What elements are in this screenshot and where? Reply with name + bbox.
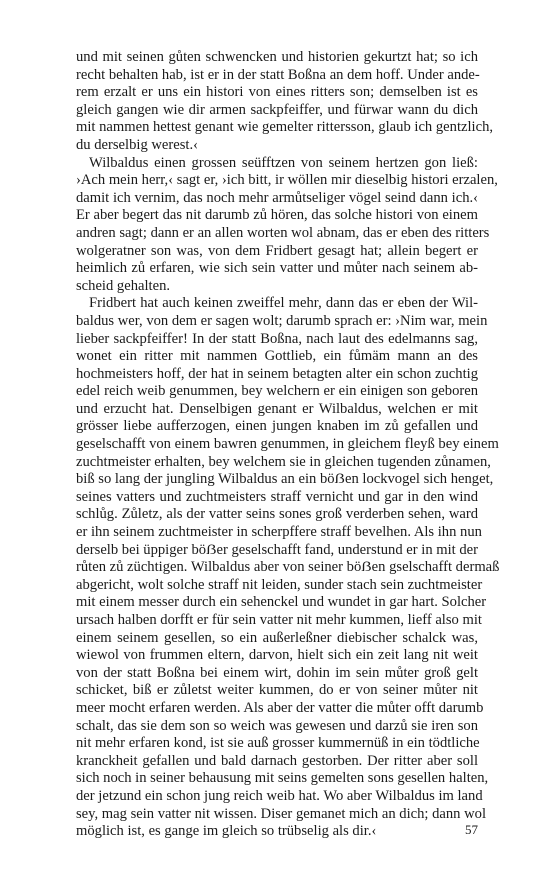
text-line: Er aber begert das nit darumb zů hören, das solche histori von einem bbox=[76, 207, 478, 224]
text-line: grösser liebe aufferzogen, einen jungen knaben im zů gefallen und bbox=[76, 418, 478, 435]
text-line: kranckheit gefallen und bald darnach gestorben. Der ritter aber soll bbox=[76, 752, 478, 769]
text-line: sey, mag sein vatter nit wissen. Diser gemanet mich an dich; dann wol bbox=[76, 805, 487, 822]
text-line: geselschafft von einem bawren genummen, in gleichem fleyß bey einem bbox=[76, 436, 499, 453]
text-line: scheid gehalten. bbox=[76, 277, 171, 294]
text-line: ursach halben dorfft er für sein vatter nit mehr kummen, lieff also mit bbox=[76, 612, 482, 628]
text-line: mit einem messer durch ein sehenckel und wundet in gar hart. Solcher bbox=[76, 594, 487, 611]
text-line: wonet ein ritter mit nammen Gottlieb, ein fůmäm mann an des bbox=[76, 348, 478, 365]
text-line: rem erzalt er uns ein histori von eines ritters son; demselben ist es bbox=[76, 84, 478, 101]
text-line: schalt, das sie dem son so weich was gewesen und darzů sie iren son bbox=[76, 717, 478, 734]
text-line: du derselbig werest.‹ bbox=[76, 136, 198, 153]
body-text bbox=[76, 49, 500, 841]
text-line: biß so lang der jungling Wilbaldus an ein böẞen lockvogel sich henget, bbox=[76, 471, 494, 488]
text-line: gleich gangen wie dir armen sackpfeiffer, und fürwar wann du dich bbox=[76, 101, 478, 118]
text-line: ›Ach mein herr,‹ sagt er, ›ich bitt, ir wöllen mir dieselbig histori erzalen, bbox=[76, 172, 498, 189]
text-line: zuchtmeister erhalten, bey welchem sie in gleichen tugenden zůnamen, bbox=[76, 453, 491, 470]
page-number: 57 bbox=[465, 822, 478, 837]
text-line: damit ich vernim, das noch mehr armůtseliger vögel seind dann ich.‹ bbox=[76, 189, 478, 206]
text-line: schlůg. Zůletz, als der vatter seins sones groß verderben sehen, ward bbox=[76, 506, 478, 523]
paragraph bbox=[76, 49, 494, 155]
text-line: möglich ist, es gange im gleich so trübselig als dir.‹ bbox=[76, 823, 377, 840]
text-line: derselb bei üppiger böẞer geselschafft fand, understund er in mit der bbox=[76, 541, 479, 558]
text-line: seines vatters und zuchtmeisters straff vernicht und gar in den wind bbox=[76, 488, 478, 505]
text-line: er ihn seinem zuchtmeister in scherpffere straff bevelhen. Als ihn nun bbox=[76, 524, 482, 541]
text-line: edel reich weib genummen, bey welchern er ein einigen son geboren bbox=[76, 383, 478, 400]
text-line: hochmeisters hoff, der hat in seinem betagten alter ein schon zuchtig bbox=[76, 365, 478, 382]
paragraph bbox=[76, 154, 498, 296]
text-line: und mit seinen gůten schwencken und historien gekurtzt hat; so ich bbox=[76, 49, 478, 65]
text-line: wolgeratner son was, von dem Fridbert gesagt hat; allein begert er bbox=[76, 242, 478, 259]
text-line: und erzucht hat. Denselbigen genant er Wilbaldus, welchen er mit bbox=[76, 400, 478, 417]
text-line: Fridbert hat auch keinen zweiffel mehr, dann das er eben der Wil- bbox=[89, 295, 478, 312]
text-line: heimlich zů erfaren, wie sich sein vatter und můter nach seinem ab- bbox=[76, 260, 478, 277]
text-line: baldus wer, von dem er sagen wolt; darumb sprach er: ›Nim war, mein bbox=[76, 312, 488, 329]
text-line: nit mehr erfaren kond, ist sie auß grosser kummernüß in ein tödtliche bbox=[76, 735, 480, 752]
text-line: mit nammen hettest genant wie gemelter rittersson, glaub ich gentzlich, bbox=[76, 119, 494, 136]
text-line: sich noch in seiner behausung mit seins gemelten sons gesellen halten, bbox=[76, 770, 489, 787]
text-line: recht behalten hab, ist er in der statt Boßna an dem hoff. Under ande- bbox=[76, 66, 480, 83]
text-line: Wilbaldus einen grossen seüfftzen von seinem hertzen gon ließ: bbox=[89, 154, 478, 171]
text-line: lieber sackpfeiffer! In der statt Boßna, nach laut des edelmanns sag, bbox=[76, 330, 478, 347]
text-line: růten zů züchtigen. Wilbaldus aber von seiner böẞen gselschafft dermaß bbox=[76, 559, 500, 576]
text-line: abgericht, wolt solche straff nit leiden, sunder stach sein zuchtmeister bbox=[76, 576, 483, 593]
text-line: schicket, biß er zůletst weiter kummen, do er von seiner můter nit bbox=[76, 682, 478, 699]
text-line: meer mocht erfaren werden. Als aber der vatter die můter offt darumb bbox=[76, 699, 484, 716]
paragraph bbox=[76, 295, 500, 840]
text-line: wiewol von frummen eltern, darvon, hielt sich ein zeit lang nit weit bbox=[76, 647, 478, 664]
text-line: einem seinem gesellen, so ein außerleßner diebischer schalck was, bbox=[76, 629, 478, 646]
text-line: andren sagt; dann er an allen worten wol abnam, das er eben des ritters bbox=[76, 224, 490, 241]
text-line: von der statt Boßna bei einem wirt, dohin im sein můter groß gelt bbox=[76, 664, 478, 681]
text-line: der jetzund ein schon jung reich weib hat. Wo aber Wilbaldus im land bbox=[76, 787, 483, 804]
